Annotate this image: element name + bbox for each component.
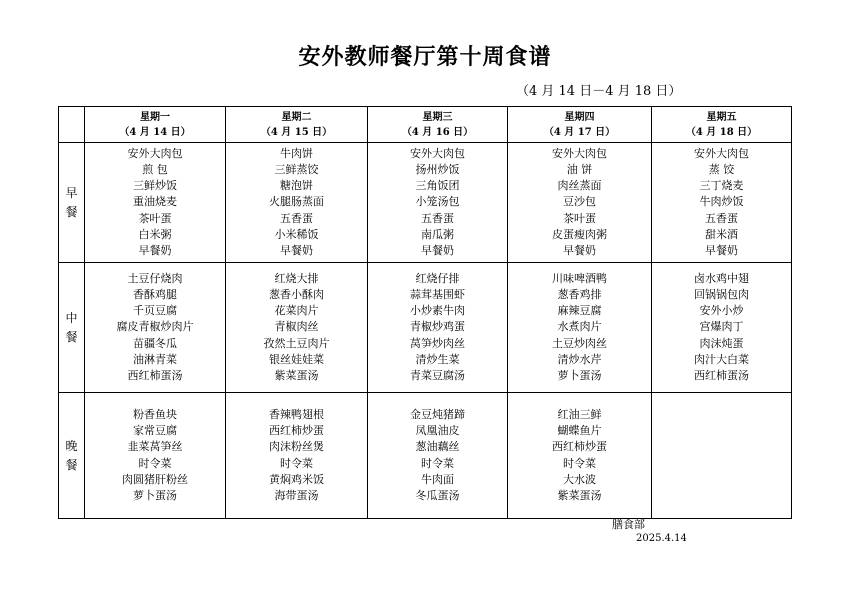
day-header <box>368 107 508 143</box>
day-name: 星期三 <box>422 111 453 123</box>
menu-item: 火腿肠蒸面 <box>269 195 324 209</box>
day-name: 星期四 <box>564 111 595 123</box>
day-header <box>85 107 226 143</box>
meal-row <box>59 143 792 263</box>
department-signature: 膳食部 <box>612 518 645 531</box>
menu-item: 红烧仔排 <box>415 271 460 285</box>
menu-cell <box>652 263 792 393</box>
day-date: （4 月 15 日） <box>260 126 333 138</box>
menu-item: 牛肉面 <box>421 472 454 486</box>
meal-label <box>59 143 85 263</box>
menu-item: 安外小炒 <box>699 304 744 318</box>
meal-label-char: 餐 <box>65 329 78 344</box>
meal-label-char: 晚 <box>65 438 78 453</box>
menu-cell <box>368 263 508 393</box>
menu-item: 萝卜蛋汤 <box>133 488 177 502</box>
menu-item: 花菜肉片 <box>274 304 319 318</box>
menu-table <box>58 106 792 519</box>
menu-item: 蒜茸基围虾 <box>410 287 465 301</box>
meal-label-char: 餐 <box>65 204 78 219</box>
issue-date: 2025.4.14 <box>636 533 687 544</box>
menu-item: 土豆炒肉丝 <box>552 336 607 350</box>
corner-cell <box>59 107 85 143</box>
menu-item: 早餐奶 <box>563 244 596 257</box>
meal-row <box>59 393 792 519</box>
menu-item: 苗疆冬瓜 <box>133 336 177 350</box>
menu-item: 安外大肉包 <box>694 146 749 160</box>
menu-cell <box>508 393 652 519</box>
day-name: 星期五 <box>706 111 737 123</box>
menu-item: 小米稀饭 <box>274 227 319 241</box>
menu-cell <box>652 393 792 519</box>
menu-item: 清炒水芹 <box>557 352 602 366</box>
menu-item: 白米粥 <box>138 227 172 241</box>
menu-item: 豆沙包 <box>563 195 596 209</box>
menu-item: 土豆仔烧肉 <box>127 271 183 285</box>
menu-cell <box>508 143 652 263</box>
meal-row <box>59 263 792 393</box>
menu-item: 牛肉炒饭 <box>699 195 744 209</box>
header-row <box>59 107 792 143</box>
menu-item: 肉圆猪肝粉丝 <box>122 472 188 486</box>
meal-label-char: 早 <box>65 185 78 200</box>
menu-item: 冬瓜蛋汤 <box>415 488 460 502</box>
menu-item: 腐皮青椒炒肉片 <box>116 320 194 334</box>
menu-item: 萝卜蛋汤 <box>557 369 602 382</box>
menu-item: 莴笋炒肉丝 <box>410 336 465 350</box>
menu-item: 茶叶蛋 <box>563 211 596 225</box>
menu-item: 南瓜粥 <box>421 227 454 241</box>
menu-cell <box>652 143 792 263</box>
menu-item: 五香蛋 <box>280 211 313 225</box>
menu-item: 青椒炒鸡蛋 <box>410 320 465 334</box>
menu-item: 肉沫炖蛋 <box>699 336 744 350</box>
date-range: （4 月 14 日－4 月 18 日） <box>516 84 682 99</box>
menu-item: 牛肉饼 <box>280 146 313 160</box>
menu-item: 清炒生菜 <box>415 352 460 366</box>
menu-item: 大水波 <box>563 472 596 486</box>
menu-item: 三鲜炒饭 <box>133 179 177 193</box>
menu-cell <box>226 393 368 519</box>
menu-item: 西红柿蛋汤 <box>694 369 749 382</box>
menu-item: 青椒肉丝 <box>274 320 319 334</box>
menu-item: 小炒素牛肉 <box>410 304 465 318</box>
menu-item: 西红柿炒蛋 <box>269 424 324 438</box>
menu-cell <box>508 263 652 393</box>
menu-item: 川味啤酒鸭 <box>552 271 607 285</box>
menu-item: 葱油藕丝 <box>415 440 460 454</box>
menu-item: 小笼汤包 <box>415 195 460 209</box>
day-date: （4 月 18 日） <box>685 126 758 138</box>
menu-item: 水煮肉片 <box>557 320 602 334</box>
meal-label-char: 餐 <box>65 457 78 472</box>
day-name: 星期二 <box>281 111 312 123</box>
menu-item: 凤凰油皮 <box>415 424 460 438</box>
menu-item: 煎 包 <box>142 162 168 176</box>
page-title: 安外教师餐厅第十周食谱 <box>298 45 552 70</box>
menu-item: 三丁烧麦 <box>699 179 744 193</box>
menu-item: 香辣鸭翅根 <box>269 407 324 421</box>
menu-item: 黄焖鸡米饭 <box>269 472 324 486</box>
day-date: （4 月 14 日） <box>119 126 191 138</box>
menu-item: 葱香鸡排 <box>557 287 602 301</box>
menu-cell <box>226 263 368 393</box>
menu-item: 早餐奶 <box>705 244 738 257</box>
menu-item: 千页豆腐 <box>133 304 177 318</box>
menu-item: 银丝娃娃菜 <box>269 352 324 366</box>
menu-item: 早餐奶 <box>138 244 172 257</box>
menu-item: 茶叶蛋 <box>138 211 172 225</box>
menu-item: 早餐奶 <box>280 244 313 257</box>
menu-item: 肉丝蒸面 <box>557 179 602 193</box>
meal-label <box>59 393 85 519</box>
menu-item: 重油烧麦 <box>133 195 177 209</box>
menu-item: 扬州炒饭 <box>415 162 460 176</box>
menu-item: 甜米酒 <box>705 227 738 241</box>
menu-item: 红油三鲜 <box>557 407 602 421</box>
menu-cell <box>85 393 226 519</box>
menu-item: 西红柿蛋汤 <box>127 369 183 382</box>
meal-label-char: 中 <box>65 310 78 325</box>
day-header <box>652 107 792 143</box>
menu-item: 安外大肉包 <box>410 146 465 160</box>
day-header <box>508 107 652 143</box>
menu-item: 葱香小酥肉 <box>269 287 324 301</box>
menu-item: 时令菜 <box>563 456 596 470</box>
menu-item: 油 饼 <box>566 162 593 176</box>
meal-label <box>59 263 85 393</box>
menu-item: 卤水鸡中翅 <box>694 271 749 285</box>
menu-cell <box>368 143 508 263</box>
menu-item: 肉汁大白菜 <box>694 352 749 366</box>
menu-item: 早餐奶 <box>421 244 454 257</box>
menu-item: 孜然土豆肉片 <box>263 336 330 350</box>
menu-item: 香酥鸡腿 <box>133 287 177 301</box>
menu-cell <box>85 143 226 263</box>
menu-item: 安外大肉包 <box>552 146 607 160</box>
menu-item: 海带蛋汤 <box>274 488 319 502</box>
menu-item: 油淋青菜 <box>133 352 177 366</box>
menu-item: 时令菜 <box>421 456 454 470</box>
day-date: （4 月 17 日） <box>543 126 616 138</box>
menu-cell <box>85 263 226 393</box>
menu-item: 西红柿炒蛋 <box>552 440 607 454</box>
menu-item: 家常豆腐 <box>133 424 177 438</box>
menu-item: 蝴蝶鱼片 <box>557 424 602 438</box>
menu-item: 回锅锅包肉 <box>694 287 749 301</box>
menu-item: 青菜豆腐汤 <box>410 369 465 382</box>
menu-item: 麻辣豆腐 <box>557 304 602 318</box>
menu-item: 安外大肉包 <box>127 146 183 160</box>
menu-item: 红烧大排 <box>274 271 319 285</box>
menu-item: 紫菜蛋汤 <box>274 369 319 382</box>
menu-item: 肉沫粉丝煲 <box>269 440 324 454</box>
menu-item: 韭菜莴笋丝 <box>127 440 183 454</box>
menu-item: 紫菜蛋汤 <box>557 488 602 502</box>
menu-item: 蒸 饺 <box>708 162 735 176</box>
day-date: （4 月 16 日） <box>401 126 474 138</box>
menu-cell <box>226 143 368 263</box>
menu-item: 时令菜 <box>138 456 172 470</box>
menu-item: 粉香鱼块 <box>133 407 177 421</box>
menu-item: 时令菜 <box>280 456 313 470</box>
menu-item: 金豆炖猪蹄 <box>410 407 465 421</box>
day-header <box>226 107 368 143</box>
menu-item: 五香蛋 <box>421 211 454 225</box>
menu-item: 三角饭团 <box>415 179 460 193</box>
menu-item: 糖泡饼 <box>280 179 313 193</box>
menu-item: 五香蛋 <box>705 211 738 225</box>
menu-item: 宫爆肉丁 <box>699 320 744 334</box>
menu-item: 皮蛋瘦肉粥 <box>552 227 607 241</box>
day-name: 星期一 <box>140 111 170 123</box>
menu-item: 三鲜蒸饺 <box>274 162 319 176</box>
menu-cell <box>368 393 508 519</box>
